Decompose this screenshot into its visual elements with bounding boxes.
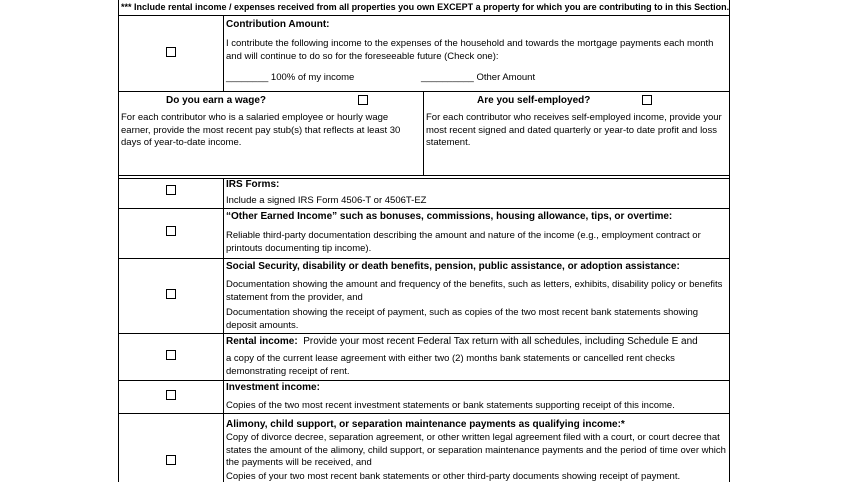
other-earned-income-checkbox[interactable] [166, 226, 176, 236]
contribution-option-full: ________ 100% of my income [226, 72, 355, 83]
alimony-body-1: Copy of divorce decree, separation agreement, or other written legal agreement filed with a court, or court decree that states the amount of the alimony, child support, or separation maintenance payments and the period of time over which the payments will be received, and [226, 432, 726, 468]
row-divider [118, 208, 730, 209]
rental-income-heading-line [226, 336, 698, 349]
row-divider [118, 413, 730, 414]
contribution-heading: Contribution Amount: [226, 19, 330, 30]
contribution-option-other: __________ Other Amount [421, 72, 536, 83]
rental-income-heading: Rental income: [226, 336, 298, 347]
rental-income-notice: *** Include rental income / expenses received from all properties you own EXCEPT a property for which you are contributing to in this Section. [121, 2, 730, 12]
alimony-heading: Alimony, child support, or separation maintenance payments as qualifying income:* [226, 419, 625, 430]
row-divider [118, 91, 730, 92]
column-divider [223, 15, 224, 91]
contribution-checkbox[interactable] [166, 47, 176, 57]
row-divider [118, 178, 730, 179]
investment-income-body: Copies of the two most recent investment statements or bank statements supporting receipt of this income. [226, 400, 675, 411]
social-security-body-2: Documentation showing the receipt of payment, such as copies of the two most recent bank statements showing deposit amounts. [226, 307, 699, 331]
irs-forms-body: Include a signed IRS Form 4506-T or 4506T-EZ [226, 195, 427, 206]
other-earned-income-heading: “Other Earned Income” such as bonuses, commissions, housing allowance, tips, or overtime: [226, 211, 673, 222]
investment-income-checkbox[interactable] [166, 390, 176, 400]
irs-forms-heading: IRS Forms: [226, 179, 280, 190]
table-right-border [729, 0, 730, 482]
investment-income-heading: Investment income: [226, 382, 320, 393]
social-security-body-1: Documentation showing the amount and frequency of the benefits, such as letters, exhibits, disability policy or benefits statement from the provider, and [226, 279, 723, 303]
row-divider [118, 258, 730, 259]
row-divider [118, 380, 730, 381]
rental-income-checkbox[interactable] [166, 350, 176, 360]
rental-income-heading-rest: Provide your most recent Federal Tax return with all schedules, including Schedule E and [303, 336, 698, 347]
wage-body: For each contributor who is a salaried employee or hourly wage earner, provide the most recent pay stub(s) that reflects at least 30 days of year-to-date income. [121, 112, 401, 148]
other-earned-income-body: Reliable third-party documentation describing the amount and nature of the income (e.g., employment contract or printouts documenting tip income). [226, 230, 701, 254]
alimony-body-2: Copies of your two most recent bank statements or other third-party documents showing receipt of payment. [226, 471, 681, 482]
social-security-checkbox[interactable] [166, 289, 176, 299]
column-divider [423, 91, 424, 175]
rental-income-body: a copy of the current lease agreement with either two (2) months bank statements or cancelled rent checks demonstrating receipt of rent. [226, 353, 675, 377]
wage-checkbox[interactable] [358, 95, 368, 105]
self-employed-body: For each contributor who receives self-employed income, provide your most recent signed and dated quarterly or year-to date profit and loss statement. [426, 112, 722, 148]
contribution-body: I contribute the following income to the expenses of the household and towards the mortgage payments each month and will continue to do so for the foreseeable future (Check one): [226, 38, 714, 62]
wage-heading: Do you earn a wage? [166, 95, 267, 106]
table-left-border [118, 0, 119, 482]
column-divider [223, 178, 224, 482]
row-divider [118, 333, 730, 334]
self-employed-heading: Are you self-employed? [477, 95, 591, 106]
self-employed-checkbox[interactable] [642, 95, 652, 105]
social-security-heading: Social Security, disability or death benefits, pension, public assistance, or adoption assistance: [226, 261, 680, 272]
alimony-checkbox[interactable] [166, 455, 176, 465]
row-divider [118, 175, 730, 176]
irs-forms-checkbox[interactable] [166, 185, 176, 195]
row-divider [118, 15, 730, 16]
